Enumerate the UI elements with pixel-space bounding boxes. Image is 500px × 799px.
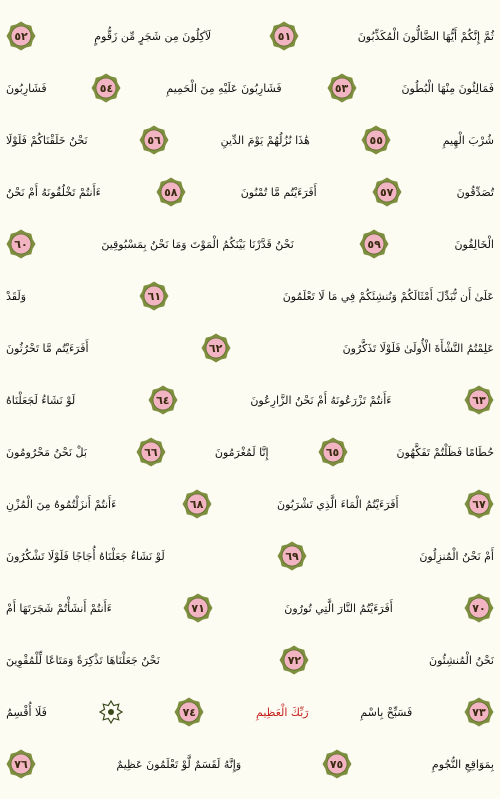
ayah-number: ٦١ — [147, 289, 162, 303]
ayah-number: ٧٢ — [287, 653, 302, 667]
text-line — [4, 378, 496, 422]
ayah-number: ٦٦ — [144, 445, 158, 459]
verse-text: فَشَارِبُونَ عَلَيْهِ مِنَ الْحَمِيمِ — [166, 81, 282, 95]
verse-text: لَوْ نَشَاءُ جَعَلْنَاهُ أُجَاجًا فَلَوْلَا تَشْكُرُونَ — [6, 549, 165, 563]
text-line — [4, 118, 496, 162]
ayah-number: ٥٩ — [367, 237, 381, 251]
verse-text: وَإِنَّهُ لَقَسَمٌ لَّوْ تَعْلَمُونَ عَظِيمٌ — [116, 757, 242, 771]
text-line — [4, 14, 496, 58]
ayah-number: ٥٣ — [334, 81, 349, 95]
text-line — [4, 742, 496, 786]
verse-text: ءَأَنتُمْ أَنشَأْتُمْ شَجَرَتَهَا أَمْ — [6, 601, 112, 615]
verse-text: ءَأَنتُمْ تَخْلُقُونَهُ أَمْ نَحْنُ — [6, 185, 101, 199]
ayah-number: ٥٨ — [164, 185, 178, 199]
verse-text: عَلِمْتُمُ النَّشْأَةَ الْأُولَىٰ فَلَوْلَا تَذَكَّرُونَ — [342, 341, 494, 355]
verse-text: ءَأَنتُمْ تَزْرَعُونَهُ أَمْ نَحْنُ الزَّارِعُونَ — [250, 393, 392, 407]
verse-text: إِنَّا لَمُغْرَمُونَ — [214, 445, 269, 459]
ayah-number-rosette-icon — [183, 593, 213, 623]
ayah-number-rosette-icon — [464, 697, 494, 727]
ayah-number-rosette-icon — [174, 697, 204, 727]
ayah-number-rosette-icon — [464, 593, 494, 623]
text-line — [4, 274, 496, 318]
verse-text: ثُمَّ إِنَّكُمْ أَيُّهَا الضَّالُّونَ الْمُكَذِّبُونَ — [357, 29, 494, 43]
ayah-number-rosette-icon — [464, 489, 494, 519]
ayah-number: ٥٥ — [369, 133, 383, 147]
verse-text: أَفَرَءَيْتُمُ النَّارَ الَّتِي تُورُونَ — [284, 601, 393, 615]
text-line — [4, 430, 496, 474]
ayah-number: ٧٣ — [472, 705, 486, 719]
ayah-number-rosette-icon — [361, 125, 391, 155]
verse-text: الْخَالِقُونَ — [454, 237, 494, 251]
ayah-number-rosette-icon — [182, 489, 212, 519]
ayah-number-rosette-icon — [6, 21, 36, 51]
verse-text: أَمْ نَحْنُ الْمُنزِلُونَ — [419, 549, 494, 563]
ayah-number: ٦٣ — [472, 393, 486, 407]
verse-text: نَحْنُ جَعَلْنَاهَا تَذْكِرَةً وَمَتَاعًا لِّلْمُقْوِينَ — [6, 653, 160, 667]
ayah-number-rosette-icon — [6, 229, 36, 259]
ayah-number: ٧٤ — [182, 705, 197, 719]
verse-text: أَفَرَءَيْتُم مَّا تَحْرُثُونَ — [6, 341, 89, 355]
verse-text: لَآكِلُونَ مِن شَجَرٍ مِّن زَقُّومٍ — [94, 29, 212, 43]
verse-text: ءَأَنتُمْ أَنزَلْتُمُوهُ مِنَ الْمُزْنِ — [6, 497, 117, 511]
verse-text: فَلَا أُقْسِمُ — [6, 705, 47, 719]
ayah-number: ٥٤ — [99, 81, 114, 95]
verse-text: فَمَالِئُونَ مِنْهَا الْبُطُونَ — [401, 81, 494, 95]
verse-text: وَلَقَدْ — [6, 289, 27, 303]
ayah-number: ٧٠ — [472, 601, 486, 615]
ayah-number-rosette-icon — [359, 229, 389, 259]
text-line — [4, 586, 496, 630]
ayah-number-rosette-icon — [139, 281, 169, 311]
verse-text: رَبِّكَ الْعَظِيمِ — [256, 705, 309, 719]
verse-text: بَلْ نَحْنُ مَحْرُومُونَ — [6, 445, 87, 459]
ayah-number-rosette-icon — [327, 73, 357, 103]
text-line — [4, 170, 496, 214]
ayah-number-rosette-icon — [322, 749, 352, 779]
ayah-number-rosette-icon — [372, 177, 402, 207]
text-line — [4, 638, 496, 682]
ayah-number-rosette-icon — [464, 385, 494, 415]
verse-text: أَفَرَءَيْتُمُ الْمَاءَ الَّذِي تَشْرَبُونَ — [277, 497, 399, 511]
ayah-number: ٥٧ — [379, 185, 394, 199]
ayah-number-rosette-icon — [279, 645, 309, 675]
verse-text: شُرْبَ الْهِيمِ — [442, 133, 494, 147]
ayah-number: ٦٧ — [472, 497, 486, 511]
verse-text: نَحْنُ الْمُنشِئُونَ — [428, 653, 494, 667]
rub-el-hizb-star-icon — [99, 700, 123, 724]
ayah-number-rosette-icon — [201, 333, 231, 363]
verse-text: هَٰذَا نُزُلُهُمْ يَوْمَ الدِّينِ — [220, 133, 310, 147]
text-line — [4, 326, 496, 370]
ayah-number: ٦٨ — [189, 497, 204, 511]
verse-text: لَوْ نَشَاءُ لَجَعَلْنَاهُ — [6, 393, 76, 407]
ayah-number-rosette-icon — [91, 73, 121, 103]
verse-text: نَحْنُ خَلَقْنَاكُمْ فَلَوْلَا — [6, 133, 88, 147]
ayah-number-rosette-icon — [277, 541, 307, 571]
ayah-number: ٦٢ — [208, 341, 223, 355]
verse-text: بِمَوَاقِعِ النُّجُومِ — [431, 757, 494, 771]
ayah-number-rosette-icon — [148, 385, 178, 415]
text-line — [4, 690, 496, 734]
ayah-number: ٧١ — [191, 601, 205, 615]
text-line — [4, 482, 496, 526]
verse-text: عَلَىٰ أَن نُّبَدِّلَ أَمْثَالَكُمْ وَنُنشِئَكُمْ فِي مَا لَا تَعْلَمُونَ — [282, 289, 494, 303]
verse-text: فَشَارِبُونَ — [6, 81, 47, 95]
verse-text: أَفَرَءَيْتُم مَّا تُمْنُونَ — [240, 185, 317, 199]
ayah-number: ٦٤ — [156, 393, 170, 407]
ayah-number-rosette-icon — [269, 21, 299, 51]
verse-text: تُصَدِّقُونَ — [456, 185, 494, 199]
verse-text: حُطَامًا فَظَلْتُمْ تَفَكَّهُونَ — [396, 445, 494, 459]
ayah-number: ٥١ — [277, 29, 292, 43]
ayah-number: ٧٥ — [329, 757, 344, 771]
verse-text: نَحْنُ قَدَّرْنَا بَيْنَكُمُ الْمَوْتَ وَمَا نَحْنُ بِمَسْبُوقِينَ — [101, 237, 294, 251]
text-line — [4, 66, 496, 110]
ayah-number-rosette-icon — [156, 177, 186, 207]
ayah-number: ٦٩ — [285, 549, 299, 563]
ayah-number: ٦٠ — [14, 237, 28, 251]
ayah-number-rosette-icon — [139, 125, 169, 155]
ayah-number: ٦٥ — [325, 445, 340, 459]
verse-text: فَسَبِّحْ بِاسْمِ — [360, 705, 413, 719]
text-line — [4, 534, 496, 578]
ayah-number: ٧٦ — [14, 757, 28, 771]
ayah-number-rosette-icon — [136, 437, 166, 467]
ayah-number-rosette-icon — [318, 437, 348, 467]
ayah-number: ٥٢ — [14, 29, 28, 43]
ayah-number-rosette-icon — [6, 749, 36, 779]
ayah-number: ٥٦ — [147, 133, 161, 147]
text-line — [4, 222, 496, 266]
